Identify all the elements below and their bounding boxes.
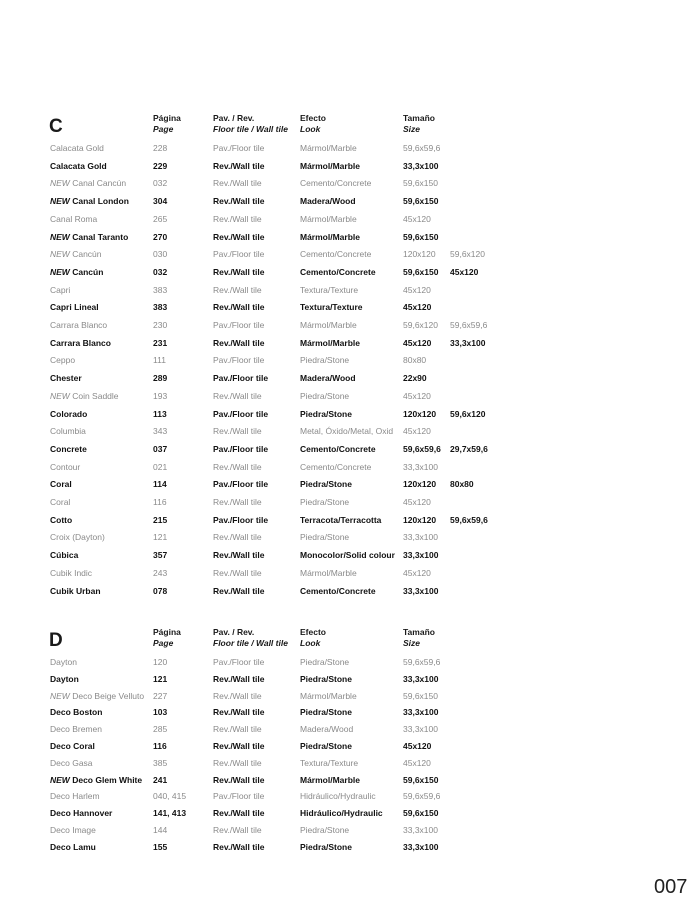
- new-tag: NEW: [50, 196, 70, 207]
- look-cell: Cemento/Concrete: [300, 249, 372, 260]
- table-row: [0, 246, 700, 263]
- look-cell: Piedra/Stone: [300, 707, 352, 718]
- product-name: [50, 547, 78, 564]
- tile-type-cell: Pav./Floor tile: [213, 791, 265, 802]
- tile-type-cell: Pav./Floor tile: [213, 249, 265, 260]
- look-cell: Mármol/Marble: [300, 160, 360, 171]
- look-cell: Piedra/Stone: [300, 408, 352, 419]
- product-name-text: Canal Cancún: [72, 178, 127, 189]
- tile-type-cell: Rev./Wall tile: [213, 841, 265, 852]
- product-name: [50, 352, 75, 369]
- product-name: [50, 459, 80, 476]
- size-cell: 33,3x100: [403, 707, 439, 718]
- product-name: [50, 583, 101, 600]
- tile-type-cell: Rev./Wall tile: [213, 585, 265, 596]
- page-number-cell: 040, 415: [153, 791, 187, 802]
- page-number-cell: 141, 413: [153, 808, 187, 819]
- size-cell-secondary: 80x80: [450, 479, 474, 490]
- size-cell: 45x120: [403, 302, 432, 313]
- table-row: [0, 211, 700, 228]
- look-cell: Mármol/Marble: [300, 320, 357, 330]
- table-row: [0, 264, 700, 281]
- product-name-text: Carrara Blanco: [50, 320, 108, 330]
- page-number-cell: 270: [153, 231, 168, 242]
- table-row: [0, 370, 700, 387]
- size-cell: 59,6x150: [403, 231, 439, 242]
- size-cell: 45x120: [403, 390, 431, 401]
- size-cell: 45x120: [403, 497, 431, 507]
- product-name-text: Deco Beige Velluto: [72, 690, 145, 701]
- look-cell: Piedra/Stone: [300, 355, 350, 366]
- table-row: [0, 299, 700, 316]
- size-cell: 22x90: [403, 373, 427, 384]
- product-name-text: Coral: [50, 497, 71, 507]
- page-number-cell: 304: [153, 196, 168, 207]
- new-tag: NEW: [50, 774, 70, 785]
- tile-type-cell: Rev./Wall tile: [213, 213, 262, 224]
- look-cell: Piedra/Stone: [300, 497, 350, 507]
- page-number-cell: 215: [153, 514, 168, 525]
- size-cell: 33,3x100: [403, 160, 439, 171]
- table-row: [0, 772, 700, 789]
- look-cell: Madera/Wood: [300, 724, 354, 735]
- page-number-cell: 111: [153, 355, 166, 366]
- new-tag: NEW: [50, 231, 70, 242]
- size-cell: 120x120: [403, 249, 436, 260]
- tile-type-cell: Rev./Wall tile: [213, 390, 262, 401]
- tile-type-cell: Rev./Wall tile: [213, 532, 262, 543]
- page-number-cell: 121: [153, 532, 168, 543]
- size-cell: 80x80: [403, 355, 427, 366]
- tile-type-cell: Rev./Wall tile: [213, 707, 265, 718]
- product-name-text: Carrara Blanco: [50, 337, 111, 348]
- page-number-cell: 116: [153, 741, 167, 751]
- page-number-cell: 032: [153, 178, 168, 189]
- new-tag: NEW: [50, 266, 70, 277]
- page-number-cell: 229: [153, 160, 168, 171]
- page-number-cell: 357: [153, 550, 168, 561]
- product-name: [50, 654, 77, 671]
- product-name: [50, 158, 107, 175]
- product-name-text: Cotto: [50, 514, 73, 525]
- product-name: [50, 565, 92, 582]
- size-cell: 33,3x100: [403, 724, 438, 735]
- look-cell: Piedra/Stone: [300, 390, 350, 401]
- tile-type-cell: Pav./Floor tile: [213, 320, 265, 330]
- product-name: [50, 494, 70, 511]
- page-number-cell: 385: [153, 757, 168, 768]
- size-cell: 59,6x150: [403, 178, 438, 189]
- table-row: [0, 140, 700, 157]
- product-name-text: Colorado: [50, 408, 88, 419]
- product-name-text: Deco Hannover: [50, 808, 113, 819]
- table-row: [0, 704, 700, 721]
- table-row: [0, 671, 700, 688]
- table-row: [0, 229, 700, 246]
- table-row: [0, 158, 700, 175]
- product-name-text: Cubik Indic: [50, 567, 93, 578]
- product-name-text: Cancún: [72, 249, 102, 260]
- product-name-text: Croix (Dayton): [50, 532, 105, 543]
- table-row: [0, 512, 700, 529]
- product-name: [50, 264, 103, 281]
- product-name: [50, 246, 102, 263]
- product-name-text: Deco Coral: [50, 741, 95, 751]
- look-cell: Mármol/Marble: [300, 567, 357, 578]
- header-size: Tamaño Size: [403, 627, 435, 648]
- size-cell: 59,6x59,6: [403, 791, 441, 802]
- look-cell: Mármol/Marble: [300, 143, 357, 153]
- page-number-cell: 228: [153, 143, 168, 153]
- table-row: [0, 352, 700, 369]
- page-number-cell: 343: [153, 426, 168, 437]
- table-row: [0, 335, 700, 352]
- product-name-text: Contour: [50, 461, 81, 472]
- size-cell: 33,3x100: [403, 532, 438, 543]
- table-row: [0, 494, 700, 511]
- tile-type-cell: Pav./Floor tile: [213, 479, 269, 490]
- page-number-cell: 285: [153, 724, 168, 735]
- look-cell: Cemento/Concrete: [300, 266, 376, 277]
- new-tag: NEW: [50, 690, 70, 701]
- size-cell: 59,6x150: [403, 196, 439, 207]
- size-cell: 59,6x120: [403, 320, 438, 330]
- tile-type-cell: Pav./Floor tile: [213, 657, 265, 667]
- tile-type-cell: Pav./Floor tile: [213, 514, 269, 525]
- size-cell: 45x120: [403, 213, 431, 224]
- table-row: [0, 788, 700, 805]
- product-name: [50, 229, 128, 246]
- product-name-text: Cancún: [72, 266, 104, 277]
- table-row: [0, 175, 700, 192]
- table-row: [0, 738, 700, 755]
- tile-type-cell: Rev./Wall tile: [213, 724, 262, 735]
- page-number-cell: 037: [153, 443, 168, 454]
- look-cell: Cemento/Concrete: [300, 585, 376, 596]
- product-name-text: Ceppo: [50, 355, 76, 366]
- section-letter: C: [49, 116, 63, 137]
- product-name: [50, 704, 102, 721]
- header-page: Página Page: [153, 113, 181, 134]
- table-row: [0, 423, 700, 440]
- size-cell: 59,6x59,6: [403, 657, 441, 667]
- size-cell: 45x120: [403, 567, 431, 578]
- look-cell: Textura/Texture: [300, 284, 359, 295]
- product-name: [50, 805, 112, 822]
- tile-type-cell: Rev./Wall tile: [213, 302, 265, 313]
- size-cell: 120x120: [403, 408, 437, 419]
- size-cell: 33,3x100: [403, 673, 439, 684]
- page-number-cell: 243: [153, 567, 168, 578]
- header-type: Pav. / Rev. Floor tile / Wall tile: [213, 627, 288, 648]
- size-cell: 120x120: [403, 514, 437, 525]
- size-cell: 45x120: [403, 337, 432, 348]
- product-name-text: Columbia: [50, 426, 86, 437]
- product-name-text: Deco Lamu: [50, 841, 96, 852]
- look-cell: Textura/Texture: [300, 757, 359, 768]
- product-name-text: Canal Taranto: [72, 231, 129, 242]
- page-number: 007: [654, 876, 688, 898]
- size-cell: 120x120: [403, 479, 437, 490]
- look-cell: Cemento/Concrete: [300, 178, 372, 189]
- table-row: [0, 529, 700, 546]
- page-number-cell: 289: [153, 373, 168, 384]
- table-row: [0, 565, 700, 582]
- product-name: [50, 755, 93, 772]
- product-name: [50, 721, 102, 738]
- look-cell: Cemento/Concrete: [300, 461, 372, 472]
- product-name: [50, 211, 97, 228]
- page-number-cell: 121: [153, 673, 168, 684]
- look-cell: Mármol/Marble: [300, 690, 357, 701]
- look-cell: Metal, Óxido/Metal, Oxid: [300, 426, 394, 437]
- size-cell: 45x120: [403, 426, 431, 437]
- product-name: [50, 671, 79, 688]
- page-number-cell: 241: [153, 774, 168, 785]
- page-number-cell: 113: [153, 408, 167, 419]
- look-cell: Piedra/Stone: [300, 657, 350, 667]
- product-name: [50, 529, 105, 546]
- product-name: [50, 512, 72, 529]
- tile-type-cell: Rev./Wall tile: [213, 567, 262, 578]
- size-cell: 33,3x100: [403, 585, 439, 596]
- product-name: [50, 193, 129, 210]
- product-name-text: Calacata Gold: [50, 160, 107, 171]
- product-name: [50, 140, 104, 157]
- page-number-cell: 227: [153, 690, 168, 701]
- size-cell: 45x120: [403, 284, 431, 295]
- look-cell: Mármol/Marble: [300, 337, 360, 348]
- page-number-cell: 383: [153, 284, 168, 295]
- tile-type-cell: Rev./Wall tile: [213, 808, 265, 819]
- page-number-cell: 120: [153, 657, 168, 667]
- product-name-text: Deco Boston: [50, 707, 103, 718]
- product-name-text: Cubik Urban: [50, 585, 101, 596]
- product-name: [50, 317, 107, 334]
- look-cell: Monocolor/Solid colour: [300, 550, 395, 561]
- product-name-text: Canal London: [72, 196, 129, 207]
- tile-type-cell: Rev./Wall tile: [213, 284, 262, 295]
- table-row: [0, 654, 700, 671]
- product-name: [50, 688, 144, 705]
- size-cell-secondary: 59,6x120: [450, 249, 485, 260]
- product-name-text: Capri Lineal: [50, 302, 99, 313]
- page-number-cell: 265: [153, 213, 168, 224]
- look-cell: Piedra/Stone: [300, 841, 352, 852]
- header-page: Página Page: [153, 627, 181, 648]
- header-size: Tamaño Size: [403, 113, 435, 134]
- page-number-cell: 231: [153, 337, 168, 348]
- tile-type-cell: Rev./Wall tile: [213, 690, 262, 701]
- product-name-text: Deco Image: [50, 825, 96, 835]
- table-row: [0, 805, 700, 822]
- look-cell: Piedra/Stone: [300, 825, 350, 835]
- tile-type-cell: Pav./Floor tile: [213, 443, 269, 454]
- page-number-cell: 144: [153, 825, 168, 835]
- look-cell: Piedra/Stone: [300, 741, 352, 751]
- look-cell: Piedra/Stone: [300, 479, 352, 490]
- table-row: [0, 583, 700, 600]
- size-cell: 45x120: [403, 741, 432, 751]
- product-name: [50, 388, 119, 405]
- product-name: [50, 476, 72, 493]
- product-name-text: Dayton: [50, 657, 77, 667]
- size-cell: 33,3x100: [403, 550, 439, 561]
- size-cell: 59,6x150: [403, 774, 439, 785]
- look-cell: Madera/Wood: [300, 373, 356, 384]
- size-cell-secondary: 33,3x100: [450, 337, 486, 348]
- page-number-cell: 383: [153, 302, 168, 313]
- product-name-text: Cúbica: [50, 550, 79, 561]
- size-cell: 33,3x100: [403, 461, 438, 472]
- size-cell: 33,3x100: [403, 825, 438, 835]
- product-name-text: Coral: [50, 479, 72, 490]
- tile-type-cell: Pav./Floor tile: [213, 408, 269, 419]
- tile-type-cell: Rev./Wall tile: [213, 757, 262, 768]
- section-letter: D: [49, 630, 63, 651]
- size-cell-secondary: 59,6x59,6: [450, 320, 488, 330]
- page-number-cell: 114: [153, 479, 167, 490]
- page-number-cell: 116: [153, 497, 167, 507]
- tile-type-cell: Pav./Floor tile: [213, 373, 269, 384]
- look-cell: Piedra/Stone: [300, 532, 350, 543]
- product-name: [50, 788, 100, 805]
- product-name-text: Deco Bremen: [50, 724, 102, 735]
- table-row: [0, 721, 700, 738]
- tile-type-cell: Rev./Wall tile: [213, 774, 265, 785]
- product-name: [50, 299, 99, 316]
- table-row: [0, 476, 700, 493]
- tile-type-cell: Rev./Wall tile: [213, 497, 262, 507]
- table-row: [0, 755, 700, 772]
- page-number-cell: 030: [153, 249, 168, 260]
- tile-type-cell: Rev./Wall tile: [213, 231, 265, 242]
- product-name: [50, 335, 111, 352]
- size-cell: 59,6x59,6: [403, 143, 441, 153]
- tile-type-cell: Rev./Wall tile: [213, 550, 265, 561]
- page-number-cell: 032: [153, 266, 168, 277]
- size-cell: 59,6x150: [403, 266, 439, 277]
- table-row: [0, 688, 700, 705]
- look-cell: Textura/Texture: [300, 302, 363, 313]
- tile-type-cell: Rev./Wall tile: [213, 266, 265, 277]
- table-row: [0, 406, 700, 423]
- tile-type-cell: Rev./Wall tile: [213, 825, 262, 835]
- tile-type-cell: Rev./Wall tile: [213, 160, 265, 171]
- new-tag: NEW: [50, 249, 70, 260]
- product-name-text: Deco Harlem: [50, 791, 100, 802]
- product-name-text: Deco Gasa: [50, 757, 93, 768]
- page-number-cell: 193: [153, 390, 168, 401]
- look-cell: Mármol/Marble: [300, 774, 360, 785]
- size-cell: 59,6x150: [403, 808, 439, 819]
- product-name: [50, 370, 82, 387]
- tile-type-cell: Pav./Floor tile: [213, 143, 265, 153]
- table-row: [0, 459, 700, 476]
- look-cell: Madera/Wood: [300, 196, 356, 207]
- product-name-text: Canal Roma: [50, 213, 98, 224]
- tile-type-cell: Rev./Wall tile: [213, 178, 262, 189]
- product-name: [50, 738, 95, 755]
- product-name-text: Coin Saddle: [72, 390, 119, 401]
- product-name-text: Deco Glem White: [72, 774, 143, 785]
- tile-type-cell: Pav./Floor tile: [213, 355, 265, 366]
- product-name-text: Chester: [50, 373, 82, 384]
- product-name-text: Calacata Gold: [50, 143, 104, 153]
- look-cell: Piedra/Stone: [300, 673, 352, 684]
- page-number-cell: 021: [153, 461, 168, 472]
- tile-type-cell: Rev./Wall tile: [213, 741, 265, 751]
- size-cell-secondary: 59,6x120: [450, 408, 486, 419]
- size-cell: 45x120: [403, 757, 431, 768]
- table-row: [0, 282, 700, 299]
- size-cell-secondary: 45x120: [450, 266, 479, 277]
- header-look: Efecto Look: [300, 113, 326, 134]
- new-tag: NEW: [50, 178, 70, 189]
- page-number-cell: 078: [153, 585, 168, 596]
- tile-type-cell: Rev./Wall tile: [213, 461, 262, 472]
- new-tag: NEW: [50, 390, 70, 401]
- header-type: Pav. / Rev. Floor tile / Wall tile: [213, 113, 288, 134]
- table-row: [0, 317, 700, 334]
- tile-type-cell: Rev./Wall tile: [213, 337, 265, 348]
- look-cell: Cemento/Concrete: [300, 443, 376, 454]
- tile-type-cell: Rev./Wall tile: [213, 673, 265, 684]
- page-number-cell: 230: [153, 320, 168, 330]
- look-cell: Hidráulico/Hydraulic: [300, 808, 383, 819]
- size-cell: 59,6x59,6: [403, 443, 441, 454]
- size-cell-secondary: 59,6x59,6: [450, 514, 488, 525]
- look-cell: Hidráulico/Hydraulic: [300, 791, 376, 802]
- tile-type-cell: Rev./Wall tile: [213, 426, 262, 437]
- product-name: [50, 839, 96, 856]
- page-number-cell: 155: [153, 841, 168, 852]
- product-name: [50, 423, 86, 440]
- size-cell: 33,3x100: [403, 841, 439, 852]
- size-cell: 59,6x150: [403, 690, 438, 701]
- product-name: [50, 406, 87, 423]
- table-row: [0, 547, 700, 564]
- product-name: [50, 772, 142, 789]
- table-row: [0, 441, 700, 458]
- table-row: [0, 193, 700, 210]
- product-name-text: Capri: [50, 284, 71, 295]
- product-name-text: Concrete: [50, 443, 87, 454]
- product-name: [50, 175, 126, 192]
- table-row: [0, 839, 700, 856]
- table-row: [0, 388, 700, 405]
- look-cell: Mármol/Marble: [300, 213, 357, 224]
- header-look: Efecto Look: [300, 627, 326, 648]
- product-name: [50, 822, 96, 839]
- table-row: [0, 822, 700, 839]
- tile-type-cell: Rev./Wall tile: [213, 196, 265, 207]
- look-cell: Terracota/Terracotta: [300, 514, 382, 525]
- page-number-cell: 103: [153, 707, 168, 718]
- look-cell: Mármol/Marble: [300, 231, 360, 242]
- product-name: [50, 282, 70, 299]
- size-cell-secondary: 29,7x59,6: [450, 443, 488, 454]
- product-name-text: Dayton: [50, 673, 79, 684]
- product-name: [50, 441, 87, 458]
